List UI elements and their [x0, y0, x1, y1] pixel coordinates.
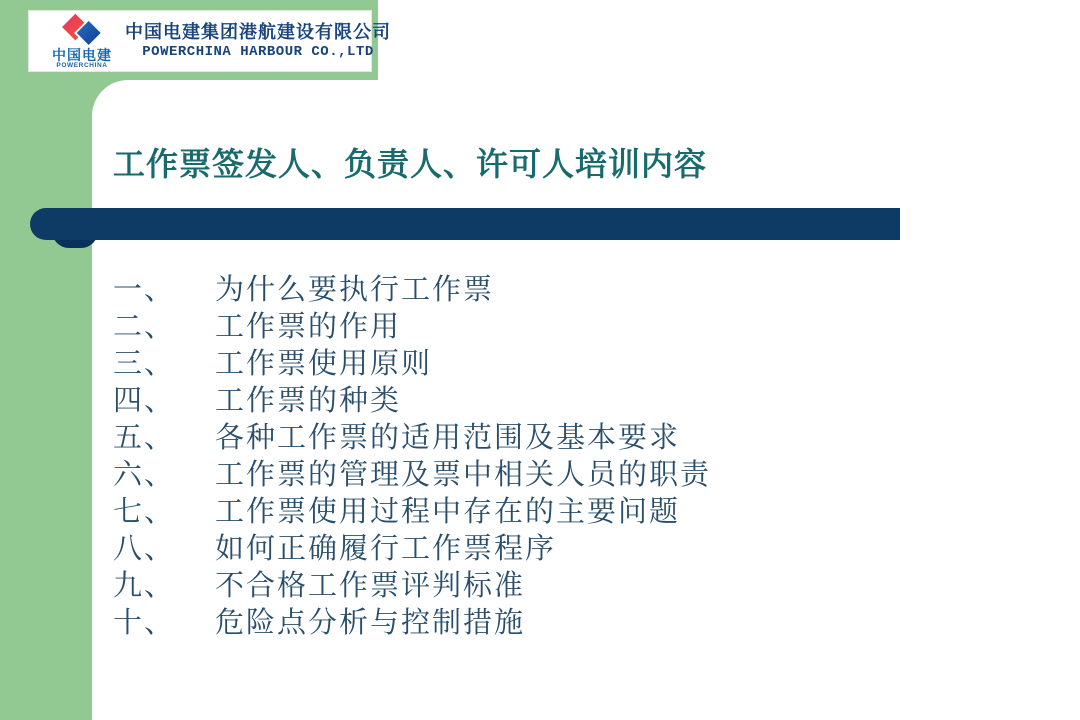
toc-item: [113, 346, 1033, 383]
toc-item: [113, 272, 1033, 309]
toc-item-text: 如何正确履行工作票程序: [215, 533, 557, 565]
toc-item-number: 三、: [113, 348, 176, 380]
toc-item-number: 六、: [113, 459, 176, 491]
toc-item: [113, 568, 1033, 605]
toc-item-text: 工作票的种类: [215, 385, 402, 417]
company-name-cn: 中国电建集团港航建设有限公司: [125, 22, 391, 42]
toc-item: [113, 420, 1033, 457]
toc-item: [113, 494, 1033, 531]
logo-name-cn: 中国电建: [52, 46, 112, 63]
powerchina-diamond-icon: [59, 13, 105, 47]
powerchina-logo: [39, 13, 125, 70]
company-logo-card: [28, 10, 391, 72]
toc-item: [113, 531, 1033, 568]
company-name-en: POWERCHINA HARBOUR CO.,LTD: [142, 43, 374, 60]
slide-background-top: [378, 0, 1080, 80]
toc-item-number: 五、: [113, 422, 176, 454]
toc-item-text: 工作票使用原则: [215, 348, 433, 380]
toc-item: [113, 309, 1033, 346]
toc-item-number: 四、: [113, 385, 176, 417]
toc-item-text: 不合格工作票评判标准: [215, 570, 526, 602]
logo-name-en: POWERCHINA: [56, 61, 108, 69]
toc-item-text: 危险点分析与控制措施: [215, 607, 526, 639]
company-name-block: [125, 21, 391, 61]
toc-item-text: 为什么要执行工作票: [215, 274, 495, 306]
toc-item-text: 工作票的作用: [215, 311, 402, 343]
toc-item-number: 二、: [113, 311, 176, 343]
toc-item-number: 十、: [113, 607, 176, 639]
toc-item-number: 七、: [113, 496, 176, 528]
toc-item: [113, 605, 1033, 642]
toc-item-number: 一、: [113, 274, 176, 306]
slide-title: 工作票签发人、负责人、许可人培训内容: [113, 146, 708, 182]
toc-item-text: 各种工作票的适用范围及基本要求: [215, 422, 681, 454]
toc-item-text: 工作票的管理及票中相关人员的职责: [215, 459, 712, 491]
toc-item: [113, 383, 1033, 420]
toc-item-number: 九、: [113, 570, 176, 602]
toc-list: [113, 272, 1033, 642]
toc-item-text: 工作票使用过程中存在的主要问题: [215, 496, 681, 528]
title-divider-bar: [30, 208, 900, 240]
toc-item-number: 八、: [113, 533, 176, 565]
toc-item: [113, 457, 1033, 494]
